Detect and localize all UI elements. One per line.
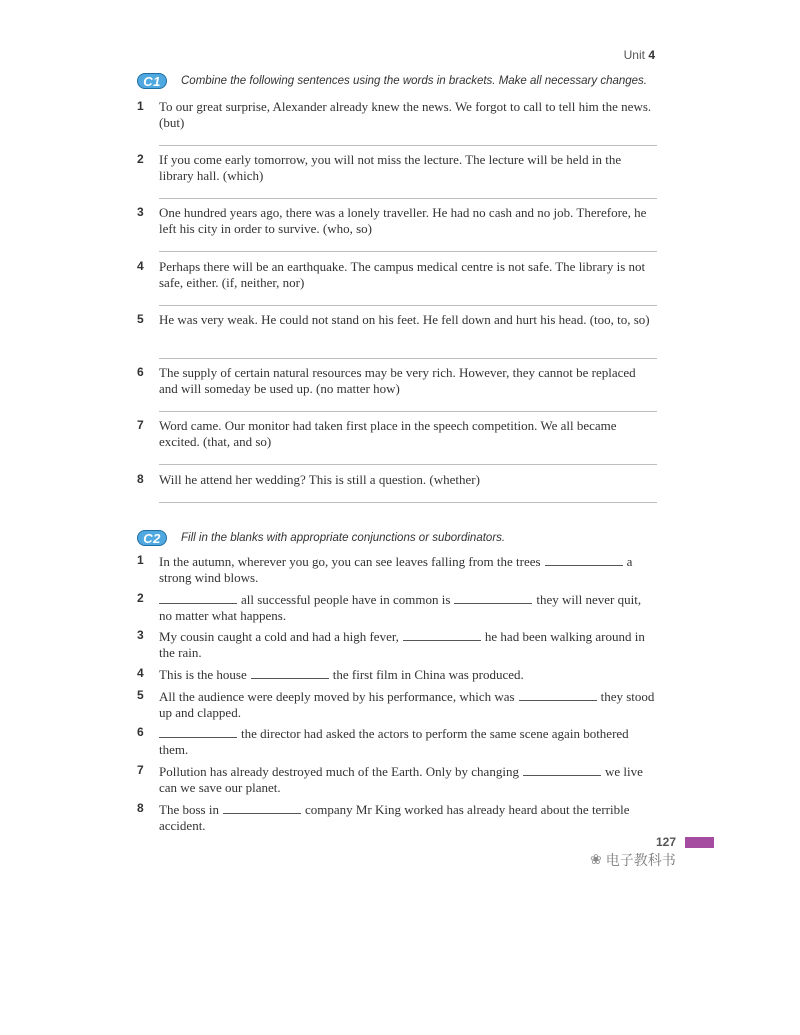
unit-label: Unit xyxy=(623,48,645,62)
item-text: To our great surprise, Alexander already knew the news. We forgot to call to tell him the news. (but) xyxy=(159,99,652,130)
c1-item-7 xyxy=(137,418,657,450)
item-text-a: The boss in xyxy=(159,802,219,817)
c1-item-6 xyxy=(137,365,657,397)
task-c2-header xyxy=(137,530,505,546)
answer-line[interactable] xyxy=(159,411,657,412)
answer-line[interactable] xyxy=(159,464,657,465)
blank-field[interactable] xyxy=(159,591,237,604)
item-number: 7 xyxy=(137,763,144,777)
watermark xyxy=(590,850,676,870)
page-number-bar xyxy=(685,837,714,848)
item-number: 7 xyxy=(137,418,144,432)
c2-item-2 xyxy=(137,591,657,624)
item-number: 2 xyxy=(137,152,144,166)
item-text: Perhaps there will be an earthquake. The campus medical centre is not safe. The library is not safe, either. (if, neither, nor) xyxy=(159,259,646,290)
task-c2-badge: C2 xyxy=(137,530,167,546)
answer-line[interactable] xyxy=(159,305,657,306)
item-text: One hundred years ago, there was a lonely traveller. He had no cash and no job. Therefore, he left his city in order to survive. (who, so) xyxy=(159,205,647,236)
item-text-b: a strong wind blows. xyxy=(159,554,633,585)
task-c1-instruction: Combine the following sentences using the words in brackets. Make all necessary changes. xyxy=(181,75,647,87)
item-text-a: Pollution has already destroyed much of the Earth. Only by changing xyxy=(159,764,519,779)
item-text-a: My cousin caught a cold and had a high fever, xyxy=(159,629,399,644)
c2-item-8 xyxy=(137,801,657,834)
item-text-a: In the autumn, wherever you go, you can see leaves falling from the trees xyxy=(159,554,541,569)
watermark-text: 电子教科书 xyxy=(605,853,676,869)
item-number: 5 xyxy=(137,312,144,326)
unit-number: 4 xyxy=(648,48,655,62)
item-text-a: This is the house xyxy=(159,667,247,682)
wechat-icon: ❀ xyxy=(590,852,602,868)
blank-field[interactable] xyxy=(523,763,601,776)
item-number: 8 xyxy=(137,472,144,486)
item-number: 8 xyxy=(137,801,144,815)
c2-item-5 xyxy=(137,688,657,721)
item-number: 4 xyxy=(137,666,144,680)
item-text: Will he attend her wedding? This is still a question. (whether) xyxy=(159,472,480,487)
item-text-a: All the audience were deeply moved by his performance, which was xyxy=(159,689,515,704)
item-text-a: the director had asked the actors to perform the same scene again bothered them. xyxy=(159,726,629,757)
c1-item-2 xyxy=(137,152,657,184)
c1-item-8 xyxy=(137,472,657,488)
answer-line[interactable] xyxy=(159,358,657,359)
item-number: 1 xyxy=(137,99,144,113)
answer-line[interactable] xyxy=(159,502,657,503)
c1-item-5 xyxy=(137,312,657,328)
task-c1-header xyxy=(137,73,647,89)
blank-field[interactable] xyxy=(545,553,623,566)
item-number: 4 xyxy=(137,259,144,273)
item-number: 6 xyxy=(137,365,144,379)
blank-field[interactable] xyxy=(454,591,532,604)
item-text-b: we live can we save our planet. xyxy=(159,764,643,795)
item-number: 3 xyxy=(137,628,144,642)
item-number: 3 xyxy=(137,205,144,219)
task-c2-instruction: Fill in the blanks with appropriate conjunctions or subordinators. xyxy=(181,532,506,544)
item-text-b: they will never quit, no matter what happens. xyxy=(159,592,642,623)
item-text-b: company Mr King worked has already heard about the terrible accident. xyxy=(159,802,630,833)
answer-line[interactable] xyxy=(159,251,657,252)
c1-item-3 xyxy=(137,205,657,237)
c2-item-3 xyxy=(137,628,657,661)
c2-item-6 xyxy=(137,725,657,758)
blank-field[interactable] xyxy=(519,688,597,701)
c1-item-4 xyxy=(137,259,657,291)
c2-item-7 xyxy=(137,763,657,796)
item-number: 5 xyxy=(137,688,144,702)
answer-line[interactable] xyxy=(159,145,657,146)
item-text-b: he had been walking around in the rain. xyxy=(159,629,645,660)
item-text-b: they stood up and clapped. xyxy=(159,689,655,720)
unit-header xyxy=(624,48,655,62)
item-number: 2 xyxy=(137,591,144,605)
answer-line[interactable] xyxy=(159,198,657,199)
blank-field[interactable] xyxy=(403,628,481,641)
blank-field[interactable] xyxy=(159,725,237,738)
c1-item-1 xyxy=(137,99,657,131)
blank-field[interactable] xyxy=(251,666,329,679)
blank-field[interactable] xyxy=(223,801,301,814)
item-number: 6 xyxy=(137,725,144,739)
item-text: If you come early tomorrow, you will not miss the lecture. The lecture will be held in the library hall. (which) xyxy=(159,152,622,183)
c2-item-4 xyxy=(137,666,657,683)
item-text-a: all successful people have in common is xyxy=(241,592,451,607)
item-text: The supply of certain natural resources may be very rich. However, they cannot be replaced and will someday be used up. (no matter how) xyxy=(159,365,636,396)
page-number: 127 xyxy=(656,835,677,849)
item-text: Word came. Our monitor had taken first place in the speech competition. We all became excited. (that, and so) xyxy=(159,418,617,449)
c2-item-1 xyxy=(137,553,657,586)
item-text: He was very weak. He could not stand on his feet. He fell down and hurt his head. (too, to, so) xyxy=(159,312,650,327)
item-number: 1 xyxy=(137,553,144,567)
task-c1-badge: C1 xyxy=(137,73,167,89)
item-text-b: the first film in China was produced. xyxy=(332,667,524,682)
